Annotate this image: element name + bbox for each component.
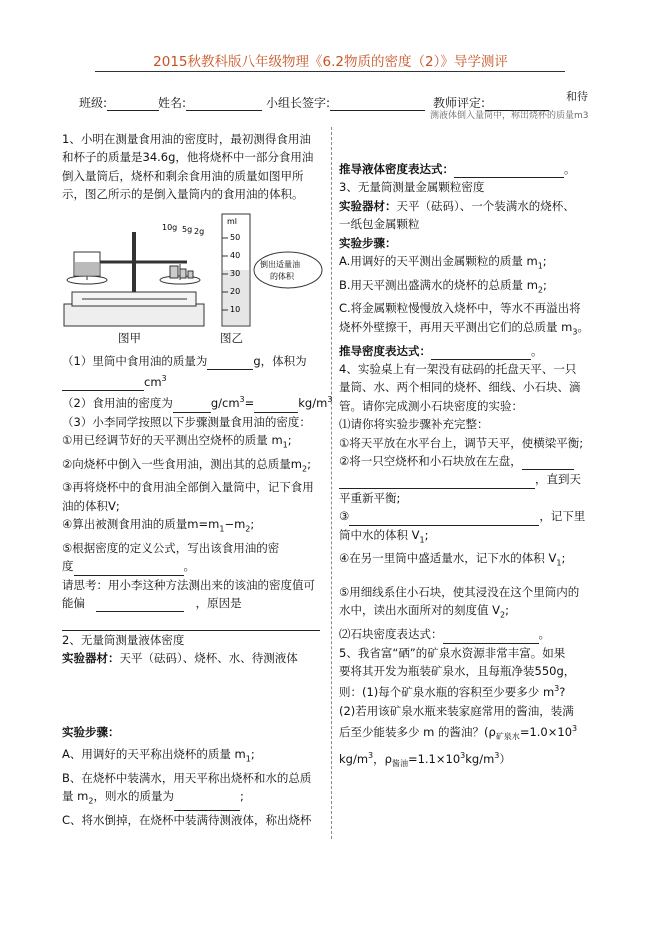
- bias-blank[interactable]: [96, 599, 184, 612]
- column-divider: [331, 127, 332, 839]
- teacher-field: 教师评定:: [433, 94, 549, 111]
- fig-yi-label: 图乙: [220, 330, 243, 345]
- title-underline: [95, 71, 565, 72]
- q5-e: 后至少能装多少 m 的酱油？($\rho_{矿泉水}=1.0\times 10^3$: [339, 723, 578, 742]
- cyl-tick-10: 10: [230, 304, 241, 314]
- overflow-text-cut: 测液体倒入量筒中，称出烧杯的质量m3: [430, 111, 589, 121]
- q2-line: （2）食用油的密度为 $g/cm^3= kg/m^3$: [62, 391, 324, 412]
- step-5a: ⑤根据密度的定义公式，写出该食用油的密: [62, 540, 280, 555]
- step3-blank[interactable]: [349, 513, 539, 526]
- sec3-title: 3、无量筒测量金属颗粒密度: [339, 180, 485, 195]
- step-4: ④算出被测食用油的质量$m=m_1-m_2$;: [62, 517, 255, 534]
- think-b: 能偏 ，原因是: [62, 594, 324, 612]
- step-3a: ③再将烧杯中的食用油全部倒入量筒中，记下食用: [62, 480, 314, 495]
- q4-step2c: 平重新平衡;: [339, 490, 401, 505]
- mass-blank[interactable]: [207, 357, 253, 370]
- weight-label-10g: 10g: [162, 222, 178, 232]
- group-blank[interactable]: [330, 98, 425, 111]
- q1-text-3: 倒入量筒后，烧杯和剩余食用油的质量如图甲所: [62, 168, 304, 183]
- q5-c: 则：(1)每个矿泉水瓶的容积至少要多少 $m^3$?: [339, 684, 566, 700]
- sec3-b: B.用天平测出盛满水的烧杯的总质量 $m_2$;: [339, 277, 547, 295]
- page-title: 2015秋教科版八年级物理《6.2物质的密度（2）》导学测评: [153, 54, 508, 70]
- sec2-b1: B、在烧杯中装满水，用天平称出烧杯和水的总质: [62, 770, 312, 785]
- q5-f: $kg/m^3$，$\rho_{酱油}=1.1\times 10^3kg/m^3$）: [339, 750, 511, 768]
- q1-blank-line: （1）里筒中食用油的质量为 g，体积为: [62, 352, 324, 370]
- cyl-note-2: 的体积: [270, 271, 294, 281]
- step-1: ①用已经调节好的天平测出空烧杯的质量 $m_1$;: [62, 432, 292, 450]
- overflow-text: 和待: [566, 90, 588, 103]
- sec3-a: A.用调好的天平测出金属颗粒的质量 $m_1$;: [339, 254, 547, 271]
- balance-figure: [62, 212, 324, 342]
- q1-text-1: 1、小明在测量食用油的密度时，最初测得食用油: [62, 132, 311, 146]
- q1-text-2: 和杯子的质量是34.6g，他将烧杯中一部分食用油: [62, 150, 314, 165]
- q5-a: 5、我省富“硒”的矿泉水资源非常丰富。如果: [339, 645, 566, 660]
- sec3-equip-b: 一纸包金属颗粒: [339, 217, 420, 232]
- cyl-tick-20: 20: [230, 286, 241, 296]
- stone-density-blank[interactable]: [443, 631, 539, 644]
- density-blank-2[interactable]: [254, 400, 298, 413]
- cyl-note-1: 倒出适量油: [260, 259, 300, 269]
- sec2-b2: 量 $m_2$，则水的质量为 ;: [62, 787, 324, 811]
- q4-step5a: ⑤用细线系住小石块，使其浸没在这个里筒内的: [339, 585, 580, 600]
- left-column: [62, 130, 333, 829]
- derive-liquid: 推导液体密度表达式： 。: [339, 160, 601, 178]
- q4-step2b: ，直到天: [339, 470, 601, 488]
- cyl-unit: ml: [227, 216, 238, 226]
- class-blank[interactable]: [107, 98, 159, 111]
- volume-blank[interactable]: [62, 378, 144, 391]
- q1-text-4: 示，图乙所示的是倒入量筒内的食用油的体积。: [62, 187, 304, 202]
- sec3-c1: C.将金属颗粒慢慢放入烧杯中，等水不再溢出将: [339, 301, 581, 316]
- spacer-2: [339, 573, 601, 583]
- derive-metal: 推导密度表达式： 。: [339, 342, 601, 360]
- name-blank[interactable]: [186, 98, 262, 111]
- q4-step5b: 水中，读出水面所对的刻度值 $V_2$;: [339, 603, 509, 620]
- q4-expr: ⑵石块密度表达式： 。: [339, 625, 601, 643]
- weight-label-5g: 5g: [182, 224, 193, 234]
- q4-step3c: 筒中水的体积 $V_1$;: [339, 527, 429, 544]
- step-2: ②向烧杯中倒入一些食用油，测出其的总质量$m_2$;: [62, 456, 311, 473]
- fig-jia-label: 图甲: [118, 330, 141, 345]
- q5-b: 要将其开发为瓶装矿泉水，且每瓶净装550g，: [339, 663, 576, 678]
- water-mass-blank[interactable]: [174, 798, 240, 811]
- sec2-steps-label: 实验步骤：: [62, 724, 120, 739]
- cyl-tick-40: 40: [230, 250, 241, 260]
- think-c: [62, 612, 324, 630]
- liquid-density-blank[interactable]: [454, 165, 564, 178]
- q3-text: （3）小李同学按照以下步骤测量食用油的密度：: [62, 414, 311, 429]
- metal-density-blank[interactable]: [431, 347, 531, 360]
- sec2-equip: 实验器材：天平（砝码）、烧杯、水、待测液体: [62, 651, 298, 666]
- q4-step3: ③ ，记下里: [339, 507, 601, 525]
- right-column: [339, 160, 601, 773]
- q1-volume-line: $cm^3$: [62, 370, 324, 391]
- sec3-steps-label: 实验步骤：: [339, 235, 397, 250]
- q4-step1: ①将天平放在水平台上，调节天平，使横梁平衡;: [339, 435, 584, 450]
- q4-b: 量筒、水、两个相同的烧杯、细线、小石块、滴: [339, 380, 581, 395]
- q4-c: 管。请你完成测小石块密度的实验：: [339, 398, 523, 413]
- cyl-tick-30: 30: [230, 268, 241, 278]
- name-field: 姓名:: [158, 94, 262, 111]
- sec3-c2: 烧杯外壁擦干，再用天平测出它们的总质量 $m_3$。: [339, 319, 589, 337]
- sec2-a: A、用调好的天平称出烧杯的质量 $m_1$;: [62, 747, 255, 764]
- q4-d: ⑴请你将实验步骤补充完整：: [339, 417, 489, 432]
- step-5b: 度 。: [62, 557, 324, 575]
- step2-blank-a[interactable]: [522, 457, 574, 470]
- spacer: [62, 668, 324, 723]
- cyl-tick-50: 50: [230, 232, 241, 242]
- q4-step4: ④在另一里筒中盛适量水，记下水的体积 $V_1$;: [339, 551, 566, 568]
- q4-step2: ②将一只空烧杯和小石块放在左盘，: [339, 452, 601, 470]
- class-field: 班级:: [79, 94, 159, 111]
- sec2-c: C、将水倒掉，在烧杯中装满待测液体，称出烧杯: [62, 812, 312, 827]
- q5-d: (2)若用该矿泉水瓶来装家庭常用的酱油，装满: [339, 703, 574, 718]
- figures-area: [62, 204, 324, 352]
- sec3-equip-a: 实验器材：天平（砝码）、一个装满水的烧杯、: [339, 198, 575, 213]
- step2-blank-b[interactable]: [339, 476, 535, 489]
- q4-a: 4、实验桌上有一架没有砝码的托盘天平、一只: [339, 361, 577, 376]
- sec2-title: 2、无量筒测量液体密度: [62, 632, 185, 647]
- group-field: 小组长签字:: [266, 94, 425, 111]
- step-3b: 油的体积V;: [62, 498, 120, 513]
- weight-label-2g: 2g: [194, 226, 205, 236]
- reason-blank[interactable]: [62, 618, 320, 631]
- density-blank-1[interactable]: [173, 400, 211, 413]
- think-a: 请思考：用小李这种方法测出来的该油的密度值可: [62, 577, 315, 592]
- density-formula-blank[interactable]: [74, 563, 184, 576]
